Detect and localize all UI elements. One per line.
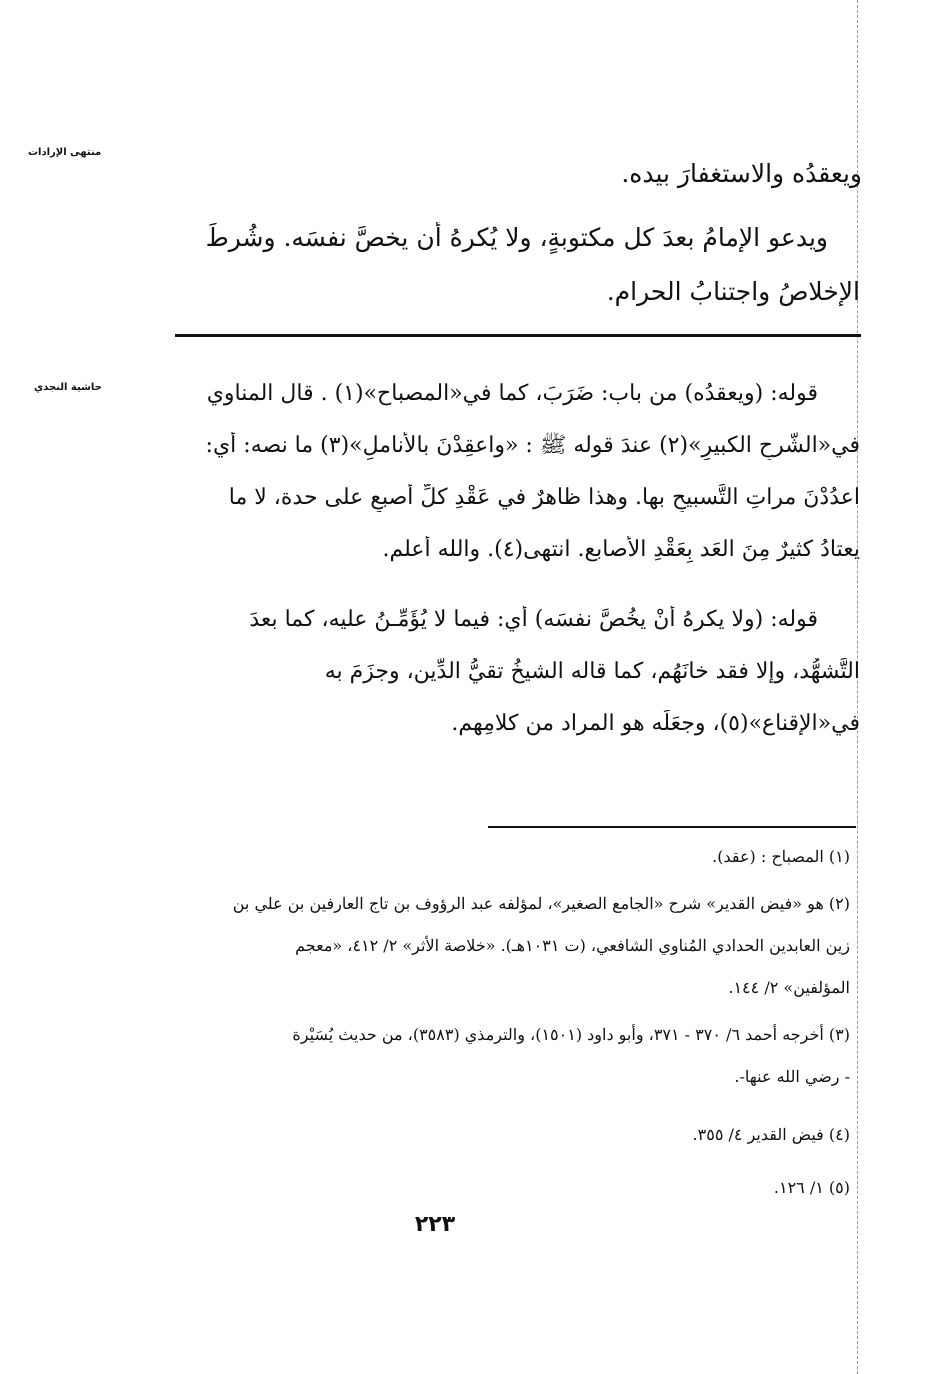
footnote-line: زين العابدين الحدادي المُناوي الشافعي، (ت ١٠٣١هـ). «خلاصة الأثر» ٢/ ٤١٢، «معجم: [295, 936, 850, 955]
hashiya-line: في«الشَّرحِ الكبيرِ»(٢) عندَ قوله ﷺ : «واعقِدْنَ بالأناملِ»(٣) ما نصه: أي:: [205, 433, 860, 458]
footnote-line: (٣) أخرجه أحمد ٦/ ٣٧٠ - ٣٧١، وأبو داود (١٥٠١)، والترمذي (٣٥٨٣)، من حديث يُسَيْرة: [292, 1025, 850, 1044]
main-text: [170, 158, 862, 190]
footnote-2: [160, 893, 850, 999]
main-line-3: الإخلاصُ واجتنابُ الحرامِ.: [606, 277, 860, 306]
hashiya-line: اعدُدْنَ مراتِ التَّسبيحِ بها. وهذا ظاهرٌ في عَقْدِ كلِّ أصبعٍ على حدة، لا ما: [228, 485, 860, 510]
hashiya-line: يعتادُ كثيرٌ مِنَ العَد بِعَقْدِ الأصابع. انتهى(٤). والله أعلم.: [382, 537, 860, 562]
hashiya-paragraph-1: [160, 380, 860, 564]
footnote-1: [160, 846, 850, 868]
footnote-3: [160, 1024, 850, 1088]
page-number: ٢٢٣: [414, 1212, 456, 1237]
footnote-line: المؤلفين» ٢/ ١٤٤.: [728, 978, 850, 997]
footnote-5: [160, 1177, 850, 1199]
main-line-1: ويعقدُه والاستغفارَ بيده.: [621, 159, 862, 188]
footnote-line: (٥) ١/ ١٢٦.: [773, 1178, 850, 1197]
hashiya-paragraph-2: [160, 606, 860, 738]
footnote-line: (٢) هو «فيض القدير» شرح «الجامع الصغير»، لمؤلفه عبد الرؤوف بن تاج العارفين بن علي بن: [232, 894, 850, 913]
footnote-divider: [488, 826, 856, 828]
hashiya-line: التَّشهُّد، وإلا فقد خانَهُم، كما قاله الشيخُ تقيُّ الدِّين، وجزَمَ به: [324, 659, 860, 684]
footnote-4: [160, 1124, 850, 1146]
section-divider: [175, 334, 861, 337]
hashiya-line: في«الإقناع»(٥)، وجعَلَه هو المراد من كلامِهم.: [451, 711, 860, 736]
hashiya-line: قوله: (ويعقدُه) من باب: ضَرَبَ، كما في«المصباح»(١) . قال المناوي: [206, 381, 818, 406]
footnote-line: (٤) فيض القدير ٤/ ٣٥٥.: [692, 1125, 850, 1144]
main-text-para: [170, 222, 860, 308]
hashiya-line: قوله: (ولا يكرهُ أنْ يخُصَّ نفسَه) أي: فيما لا يُؤَمِّـنُ عليه، كما بعدَ: [249, 607, 818, 632]
side-label-matn: منتهى الإرادات: [28, 147, 102, 158]
footnote-line: (١) المصباح : (عقد).: [712, 847, 850, 866]
side-label-hashiya: حاشية النجدي: [34, 382, 102, 393]
footnote-line: - رضي الله عنها-.: [734, 1067, 850, 1086]
main-line-2: ويدعو الإمامُ بعدَ كل مكتوبةٍ، ولا يُكرهُ أن يخصَّ نفسَه. وشُرطَ: [205, 223, 828, 252]
